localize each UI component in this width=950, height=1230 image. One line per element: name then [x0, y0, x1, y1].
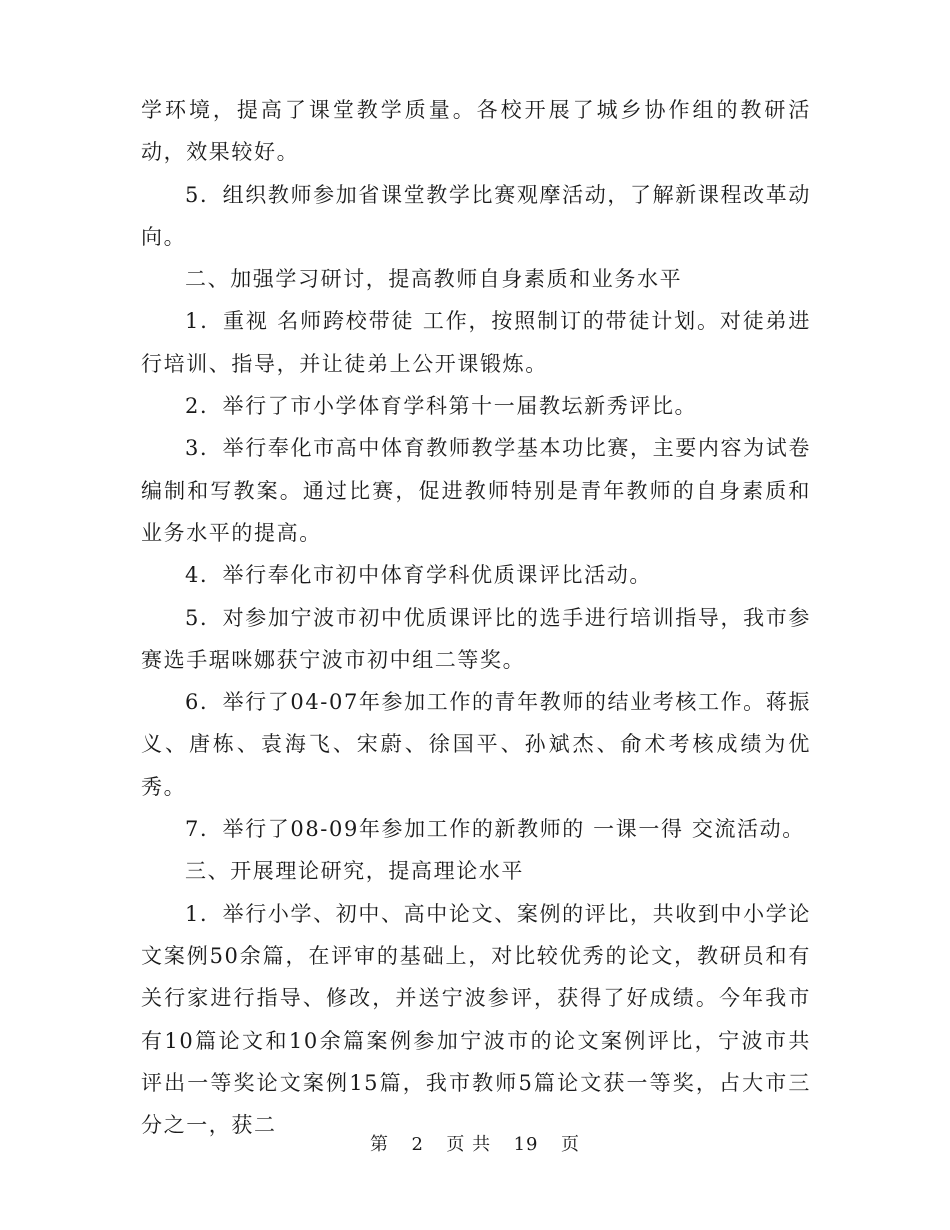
paragraph: 6．举行了04-07年参加工作的青年教师的结业考核工作。蒋振义、唐栋、袁海飞、宋蔚、徐国平、孙斌杰、俞术考核成绩为优秀。 [141, 690, 811, 799]
document-body [141, 89, 811, 1146]
paragraph: 4．举行奉化市初中体育学科优质课评比活动。 [185, 563, 652, 588]
paragraph: 1．举行小学、初中、高中论文、案例的评比，共收到中小学论文案例50余篇，在评审的基础上，对比较优秀的论文，教研员和有关行家进行指导、修改，并送宁波参评，获得了好成绩。今年我市有10篇论文和10余篇案例参加宁波市的论文案例评比，宁波市共评出一等奖论文案例15篇，我市教师5篇论文获一等奖，占大市三分之一，获二 [141, 901, 811, 1138]
page-footer [0, 1130, 950, 1156]
section-heading: 三、开展理论研究，提高理论水平 [185, 859, 524, 884]
footer-suffix: 页 [560, 1134, 580, 1155]
paragraph: 7．举行了08-09年参加工作的新教师的 一课一得 交流活动。 [185, 817, 805, 842]
paragraph: 2．举行了市小学体育学科第十一届教坛新秀评比。 [185, 394, 698, 419]
page-total: 19 [513, 1134, 539, 1155]
page-number: 2 [411, 1134, 424, 1155]
footer-prefix: 第 [370, 1134, 390, 1155]
footer-middle: 页 共 [446, 1134, 492, 1155]
paragraph: 5．对参加宁波市初中优质课评比的选手进行培训指导，我市参赛选手琚咪娜获宁波市初中组二等奖。 [141, 605, 811, 672]
paragraph: 3．举行奉化市高中体育教师教学基本功比赛，主要内容为试卷编制和写教案。通过比赛，促进教师特别是青年教师的自身素质和业务水平的提高。 [141, 436, 811, 545]
section-heading: 二、加强学习研讨，提高教师自身素质和业务水平 [185, 267, 683, 292]
paragraph: 学环境，提高了课堂教学质量。各校开展了城乡协作组的教研活动，效果较好。 [141, 98, 811, 165]
paragraph: 5．组织教师参加省课堂教学比赛观摩活动，了解新课程改革动向。 [141, 182, 811, 249]
paragraph: 1．重视 名师跨校带徒 工作，按照制订的带徒计划。对徒弟进行培训、指导，并让徒弟上公开课锻炼。 [141, 309, 811, 376]
